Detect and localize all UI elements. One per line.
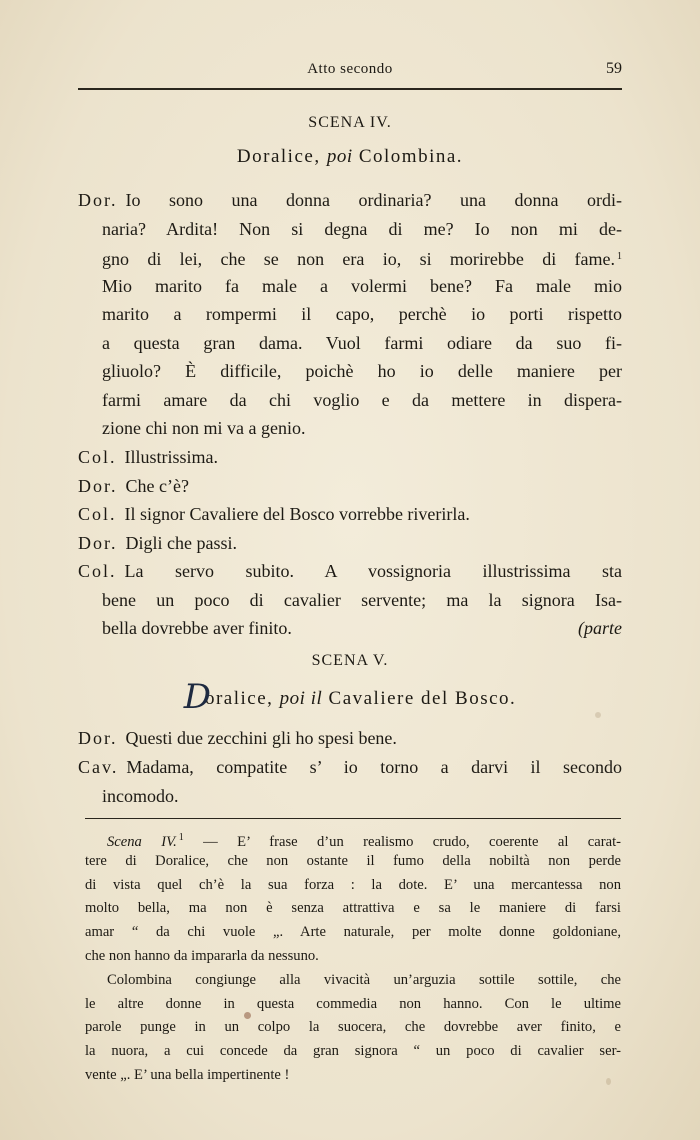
speech-line: naria? Ardita! Non si degna di me? Io non mi de- (102, 218, 622, 239)
speech-line: Madama, compatite s’ io torno a darvi il secondo (126, 757, 622, 777)
footnote-line: le altre donne in questa commedia non hanno. Con le ultime (85, 995, 621, 1012)
cast-conjunction: poi (326, 146, 353, 167)
footnote-line: Colombina congiunge alla vivacità un’arguzia sottile sottile, che (107, 971, 621, 988)
speech-line: gno di lei, che se non era io, si morirebbe di fame. (102, 249, 615, 269)
speech-doralice-4 (78, 724, 622, 753)
speech-doralice-1 (78, 186, 622, 443)
speech-line: La servo subito. A vossignoria illustrissima sta (124, 561, 622, 581)
scene-5-title: SCENA V. (311, 652, 389, 669)
footnote-marker: 1 (617, 251, 622, 262)
speaker-label: Col. (78, 504, 117, 524)
stage-direction: (parte (578, 618, 622, 638)
handwritten-initial: D (183, 677, 211, 717)
speech-line: Il signor Cavaliere del Bosco vorrebbe riverirla. (124, 504, 470, 524)
scene-4-cast (78, 146, 622, 168)
paper-stain (606, 1078, 611, 1085)
page-header (78, 58, 622, 82)
footnote-label: Scena IV. (107, 834, 177, 850)
speaker-label: Dor. (78, 728, 118, 748)
paper-stain (244, 1012, 251, 1019)
speech-line: incomodo. (102, 785, 179, 806)
speech-colombina-3 (78, 557, 622, 643)
paper-stain (595, 712, 601, 718)
speech-line: Che c’è? (125, 475, 189, 496)
cast-name: oralice, (204, 688, 280, 709)
speech-line: Questi due zecchini gli ho spesi bene. (125, 728, 397, 748)
speech-line: bene un poco di cavalier servente; ma la signora Isa- (102, 589, 622, 610)
speech-line: Illustrissima. (124, 447, 219, 467)
speech-line: a questa gran dama. Vuol farmi odiare da suo fi- (102, 332, 622, 353)
speech-cavaliere-1 (78, 753, 622, 810)
cast-conjunction: poi il (279, 688, 323, 709)
footnote-line: molto bella, ma non è senza attrattiva e sa le maniere di farsi (85, 900, 621, 917)
scene-4-title: SCENA IV. (308, 114, 392, 131)
speech-colombina-2 (78, 500, 622, 529)
header-rule (78, 88, 622, 90)
footnote-line: che non hanno da impararla da nessuno. (85, 947, 319, 964)
footnote-line: la nuora, a cui concede da gran signora “ un poco di cavalier ser- (85, 1043, 621, 1060)
speech-doralice-2 (78, 472, 622, 501)
speaker-label: Dor. (78, 475, 118, 496)
footnote-block (85, 826, 621, 1088)
footnote-line: tere di Doralice, che non ostante il fumo della nobiltà non perde (85, 852, 621, 869)
footnote-line: parole punge in un colpo la suocera, che dovrebbe aver finito, e (85, 1019, 621, 1036)
cast-name: Cavaliere del Bosco. (322, 688, 517, 709)
running-title: Atto secondo (307, 61, 393, 77)
speaker-label: Dor. (78, 190, 118, 210)
speech-line: Io sono una donna ordinaria? una donna ordi- (125, 190, 622, 210)
speech-line: zione chi non mi va a genio. (102, 418, 306, 438)
footnote-marker: 1 (178, 832, 184, 843)
page-number: 59 (606, 60, 622, 77)
cast-name: Colombina. (352, 146, 464, 167)
speech-line: farmi amare da chi voglio e da mettere in dispera- (102, 389, 622, 410)
speaker-label: Cav. (78, 757, 119, 777)
speech-colombina-1 (78, 443, 622, 472)
footnote-line: amar “ da chi vuole „. Arte naturale, per molte donne goldoniane, (85, 924, 621, 941)
speaker-label: Dor. (78, 532, 118, 553)
scene-5-cast (78, 677, 622, 717)
speech-line: gliuolo? È difficile, poichè ho io delle maniere per (102, 361, 622, 381)
speaker-label: Col. (78, 561, 117, 581)
speech-doralice-3 (78, 529, 622, 558)
footnote-rule (85, 818, 621, 819)
speech-line: marito a rompermi il capo, perchè io porti rispetto (102, 304, 622, 324)
footnote-line: — E’ frase d’un realismo crudo, coerente al carat- (183, 834, 621, 850)
speech-line: Mio marito fa male a volermi bene? Fa male mio (102, 275, 622, 296)
speaker-label: Col. (78, 447, 117, 467)
footnote-line: di vista quel ch’è la sua forza : la dote. E’ una mercantessa non (85, 876, 621, 893)
speech-line: Digli che passi. (125, 532, 237, 553)
footnote-line: vente „. E’ una bella impertinente ! (85, 1066, 290, 1083)
cast-name: Doralice, (236, 146, 327, 167)
speech-line: bella dovrebbe aver finito. (102, 618, 292, 638)
